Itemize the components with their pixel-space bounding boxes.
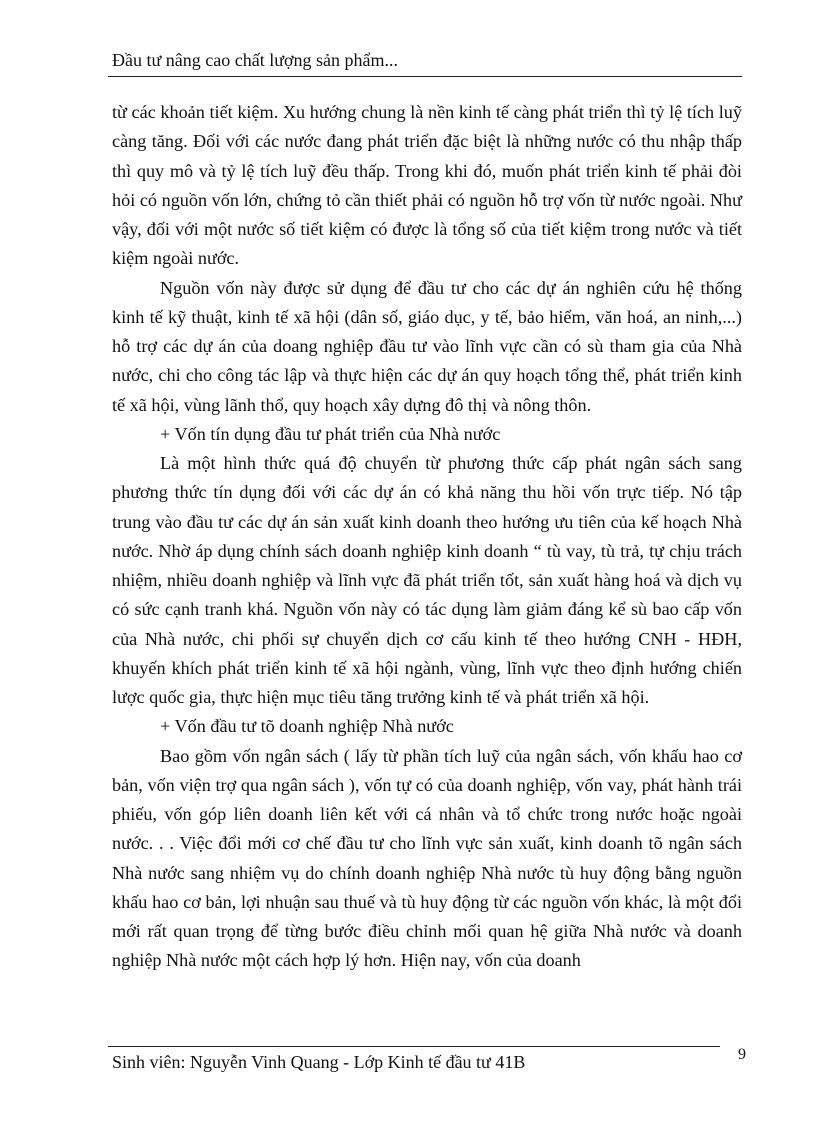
footer-divider (108, 1046, 720, 1047)
section-heading-enterprise-capital: + Vốn đầu tư tõ doanh nghiệp Nhà nước (160, 716, 454, 737)
document-body (112, 98, 742, 976)
footer-student-info: Sinh viên: Nguyễn Vinh Quang - Lớp Kinh tế đầu tư 41B (112, 1052, 526, 1072)
page-header: Đầu tư nâng cao chất lượng sản phẩm... (112, 50, 398, 70)
paragraph-1: từ các khoản tiết kiệm. Xu hướng chung là nền kinh tế càng phát triển thì tỷ lệ tích luỹ càng tăng. Đối với các nước đang phát triển đặc biệt là những nước có thu nhập thấp thì quy mô và tỷ lệ tích luỹ đều thấp. Trong khi đó, muốn phát triển kinh tế phải đòi hỏi có nguồn vốn lớn, chứng tỏ cần thiết phải có nguồn hỗ trợ vốn từ nước ngoài. Như vậy, đối với một nước số tiết kiệm có được là tổng số của tiết kiệm trong nước và tiết kiệm ngoài nước. (112, 102, 742, 269)
header-divider (108, 76, 742, 77)
paragraph-4: Bao gồm vốn ngân sách ( lấy từ phần tích luỹ của ngân sách, vốn khấu hao cơ bản, vốn viện trợ qua ngân sách ), vốn tự có của doanh nghiệp, vốn vay, phát hành trái phiếu, vốn góp liên doanh liên kết với cá nhân và tổ chức trong nước hoặc ngoài nước. . . Việc đổi mới cơ chế đầu tư cho lĩnh vực sản xuất, kinh doanh tõ ngân sách Nhà nước sang nhiệm vụ do chính doanh nghiệp Nhà nước tù huy động bằng nguồn khấu hao cơ bản, lợi nhuận sau thuế và tù huy động từ các nguồn vốn khác, là một đổi mới rất quan trọng để từng bước điều chỉnh mối quan hệ giữa Nhà nước và doanh nghiệp Nhà nước một cách hợp lý hơn. Hiện nay, vốn của doanh (112, 745, 742, 971)
paragraph-3: Là một hình thức quá độ chuyển từ phương thức cấp phát ngân sách sang phương thức tín dụng đối với các dự án có khả năng thu hồi vốn trực tiếp. Nó tập trung vào đầu tư các dự án sản xuất kinh doanh theo hướng ưu tiên của kế hoạch Nhà nước. Nhờ áp dụng chính sách doanh nghiệp kinh doanh “ tù vay, tù trả, tự chịu trách nhiệm, nhiều doanh nghiệp và lĩnh vực đã phát triển tốt, sản xuất hàng hoá và dịch vụ có sức cạnh tranh khá. Nguồn vốn này có tác dụng làm giảm đáng kể sù bao cấp vốn của Nhà nước, chi phối sự chuyển dịch cơ cấu kinh tế theo hướng CNH - HĐH, khuyến khích phát triển kinh tế xã hội ngành, vùng, lĩnh vực theo định hướng chiến lược quốc gia, thực hiện mục tiêu tăng trưởng kinh tế và phát triển xã hội. (112, 453, 742, 707)
page-number: 9 (738, 1046, 746, 1063)
section-heading-credit-capital: + Vốn tín dụng đầu tư phát triển của Nhà nước (160, 423, 501, 444)
paragraph-2: Nguồn vốn này được sử dụng để đầu tư cho các dự án nghiên cứu hệ thống kinh tế kỹ thuật, kinh tế xã hội (dân số, giáo dục, y tế, bảo hiểm, văn hoá, an ninh,...) hỗ trợ các dự án của doang nghiệp đầu tư vào lĩnh vực cần có sù tham gia của Nhà nước, chi cho công tác lập và thực hiện các dự án quy hoạch tổng thể, phát triển kinh tế xã hội, vùng lãnh thổ, quy hoạch xây dựng đô thị và nông thôn. (112, 277, 742, 415)
